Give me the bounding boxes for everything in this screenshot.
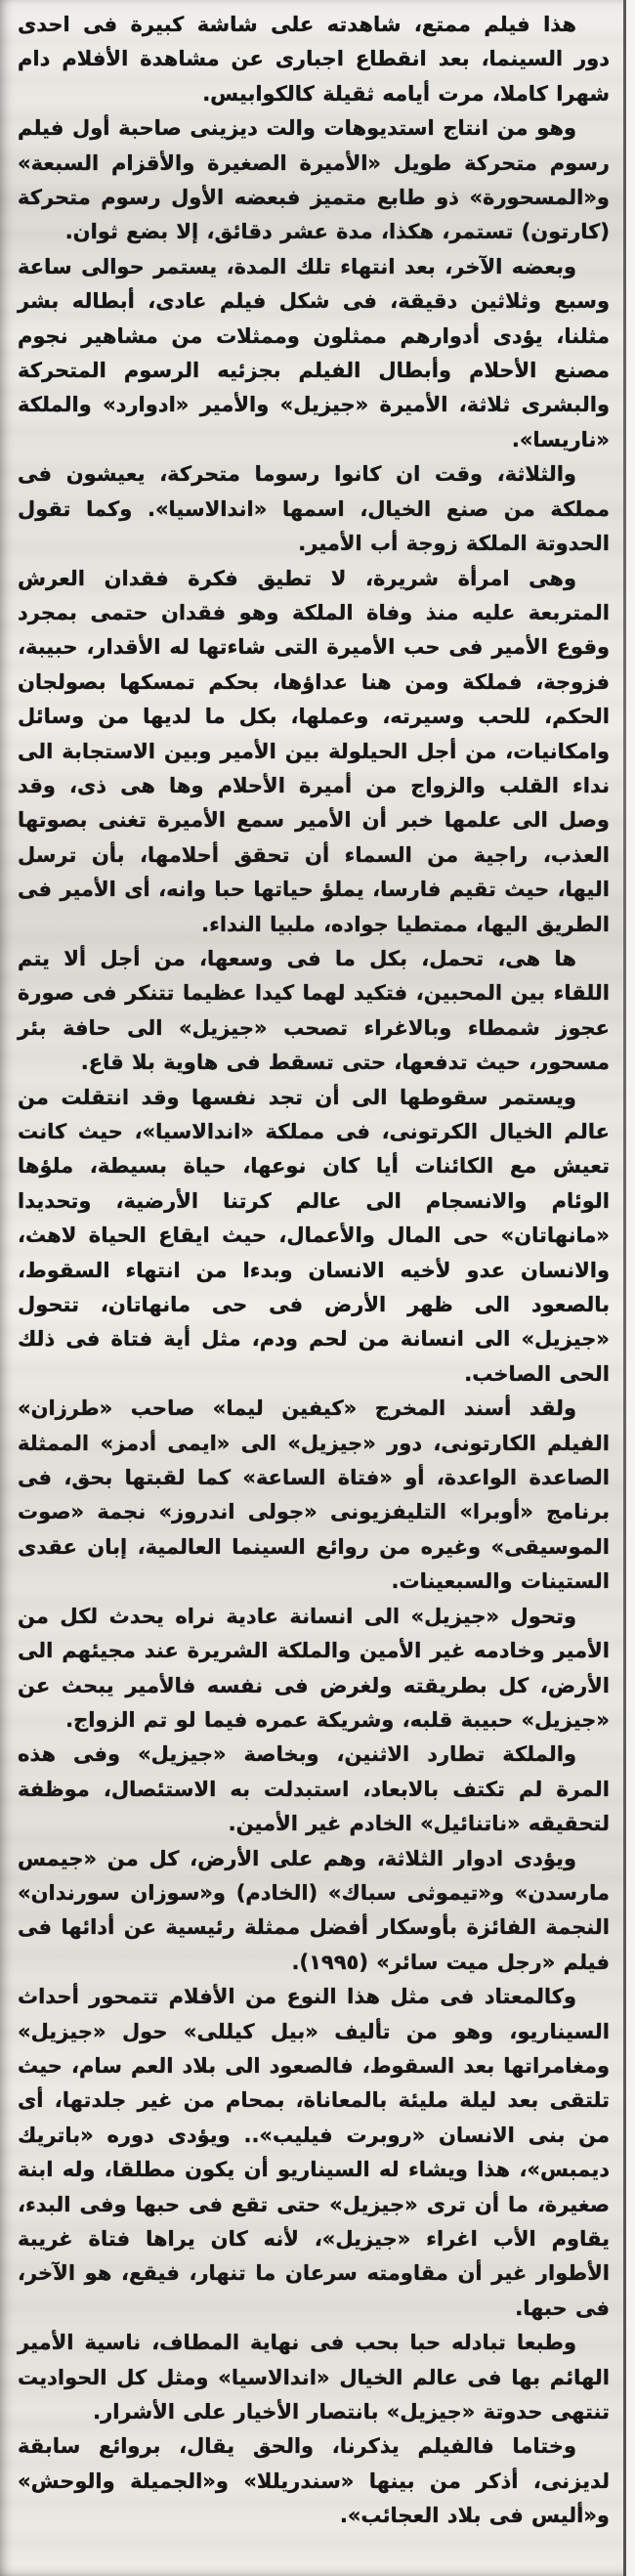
- article-paragraph: وكالمعتاد فى مثل هذا النوع من الأفلام تتمحور أحداث السيناريو، وهو من تأليف «بيل كيللى» حول «جيزيل» ومغامراتها بعد السقوط، فالصعود الى بلاد العم سام، حيث تلتقى بعد ليلة مليئة بالمعاناة، بمحام من غير جلدتها، أى من بنى الانسان «روبرت فيليب».. ويؤدى دوره «باتريك ديمبس»، هذا ويشاء له السيناريو أن يكون مطلقا، وله ابنة صغيرة، ما أن ترى «جيزيل» حتى تقع فى حبها وفى البدء، يقاوم الأب اغراء «جيزيل»، لأنه كان يراها فتاة غريبة الأطوار غير أن مقاومته سرعان ما تنهار، فيقع، هو الآخر، فى حبها.: [18, 1985, 610, 2320]
- article-paragraph: ويؤدى ادوار الثلاثة، وهم على الأرض، كل من «جيمس مارسدن» و«تيموثى سباك» (الخادم) و«سوزان سورندان» النجمة الفائزة بأوسكار أفضل ممثلة رئيسية عن أدائها فى فيلم «رجل ميت سائر» (١٩٩٥).: [18, 1846, 610, 1974]
- article-paragraph: وطبعا تبادله حبا بحب فى نهاية المطاف، ناسية الأمير الهائم بها فى عالم الخيال «اندالاسيا» ومثل كل الحواديت تنتهى حدوتة «جيزيل» بانتصار الأخيار على الأشرار.: [18, 2331, 610, 2425]
- article-paragraph: والثلاثة، وقت ان كانوا رسوما متحركة، يعيشون فى مملكة من صنع الخيال، اسمها «اندالاسيا». وكما تقول الحدوتة الملكة زوجة أب الأمير.: [18, 462, 610, 556]
- article-paragraph: ويستمر سقوطها الى أن تجد نفسها وقد انتقلت من عالم الخيال الكرتونى، فى مملكة «اندالاسيا»، حيث كانت تعيش مع الكائنات أيا كان نوعها، حياة بسيطة، ملؤها الوئام والانسجام الى عالم كرتنا الأرضية، وتحديدا «مانهاتان» حى المال والأعمال، حيث ايقاع الحياة لاهث، والانسان عدو لأخيه الانسان وبدءا من انتهاء السقوط، بالصعود الى ظهر الأرض فى حى مانهاتان، تتحول «جيزيل» الى انسانة من لحم ودم، مثل أية فتاة فى ذلك الحى الصاخب.: [18, 1085, 610, 1386]
- article-paragraph: وتحول «جيزيل» الى انسانة عادية نراه يحدث لكل من الأمير وخادمه غير الأمين والملكة الشريرة عند مجيئهم الى الأرض، كل بطريقته ولغرض فى نفسه فالأمير يبحث عن «جيزيل» حبيبة قلبه، وشريكة عمره فيما لو تم الزواج.: [18, 1604, 610, 1732]
- article-paragraph: والملكة تطارد الاثنين، وبخاصة «جيزيل» وفى هذه المرة لم تكتف بالابعاد، استبدلت به الاستئصال، موظفة لتحقيقه «ناتنائيل» الخادم غير الأمين.: [18, 1742, 610, 1836]
- article-paragraph: وهو من انتاج استديوهات والت ديزينى صاحبة أول فيلم رسوم متحركة طويل «الأميرة الصغيرة والأقزام السبعة» و«المسحورة» ذو طابع متميز فبعضه الأول رسوم متحركة (كارتون) تستمر، هكذا، مدة عشر دقائق، إلا بضع ثوان.: [18, 116, 610, 244]
- article-paragraph: هذا فيلم ممتع، شاهدته على شاشة كبيرة فى احدى دور السينما، بعد انقطاع اجبارى عن مشاهدة الأفلام دام شهرا كاملا، مرت أيامه ثقيلة كالكوابيس.: [18, 13, 610, 106]
- article-paragraph: ها هى، تحمل، بكل ما فى وسعها، من أجل ألا يتم اللقاء بين المحبين، فتكيد لهما كيدا عظيما تتنكر فى صورة عجوز شمطاء وبالاغراء تصحب «جيزيل» الى حافة بئر مسحور، حيث تدفعها، حتى تسقط فى هاوية بلا قاع.: [18, 946, 610, 1075]
- article-paragraph: ولقد أسند المخرج «كيفين ليما» صاحب «طرزان» الفيلم الكارتونى، دور «جيزيل» الى «ايمى أدمز» الممثلة الصاعدة الواعدة، أو «فتاة الساعة» كما لقبتها بحق، فى برنامج «أوبرا» التليفزيونى «جولى اندروز» نجمة «صوت الموسيقى» وغيره من روائع السينما العالمية، إبان عقدى الستينات والسبعينات.: [18, 1396, 610, 1594]
- article-paragraph: وبعضه الآخر، بعد انتهاء تلك المدة، يستمر حوالى ساعة وسبع وثلاثين دقيقة، فى شكل فيلم عادى، أبطاله بشر مثلنا، يؤدى أدوارهم ممثلون وممثلات من مشاهير نجوم مصنع الأحلام وأبطال الفيلم بجزئيه الرسوم المتحركة والبشرى ثلاثة، الأميرة «جيزيل» والأمير «ادوارد» والملكة «ناريسا».: [18, 254, 610, 451]
- article-paragraph: وختاما فالفيلم يذكرنا، والحق يقال، بروائع سابقة لديزنى، أذكر من بينها «سندريللا» و«الجميلة والوحش» و«أليس فى بلاد العجائب».: [18, 2434, 610, 2528]
- article-paragraph: وهى امرأة شريرة، لا تطيق فكرة فقدان العرش المتربعة عليه منذ وفاة الملكة وهو فقدان حتمى بمجرد وقوع الأمير فى حب الأميرة التى شاءتها له الأقدار، حبيبة، فزوجة، فملكة ومن هنا عداؤها، بحكم تمسكها بصولجان الحكم، للحب وسيرته، وعملها، بكل ما لديها من وسائل وامكانيات، من أجل الحيلولة بين الأمير وبين الاستجابة الى نداء القلب والزواج من أميرة الأحلام وها هى ذى، وقد وصل الى علمها خبر أن الأمير سمع الأميرة تغنى بصوتها العذب، راجية من السماء أن تحقق أحلامها، بأن ترسل اليها، حيث تقيم فارسا، يملؤ حياتها حبا وانه، أى الأمير فى الطريق اليها، ممتطيا جواده، ملبيا النداء.: [18, 566, 610, 936]
